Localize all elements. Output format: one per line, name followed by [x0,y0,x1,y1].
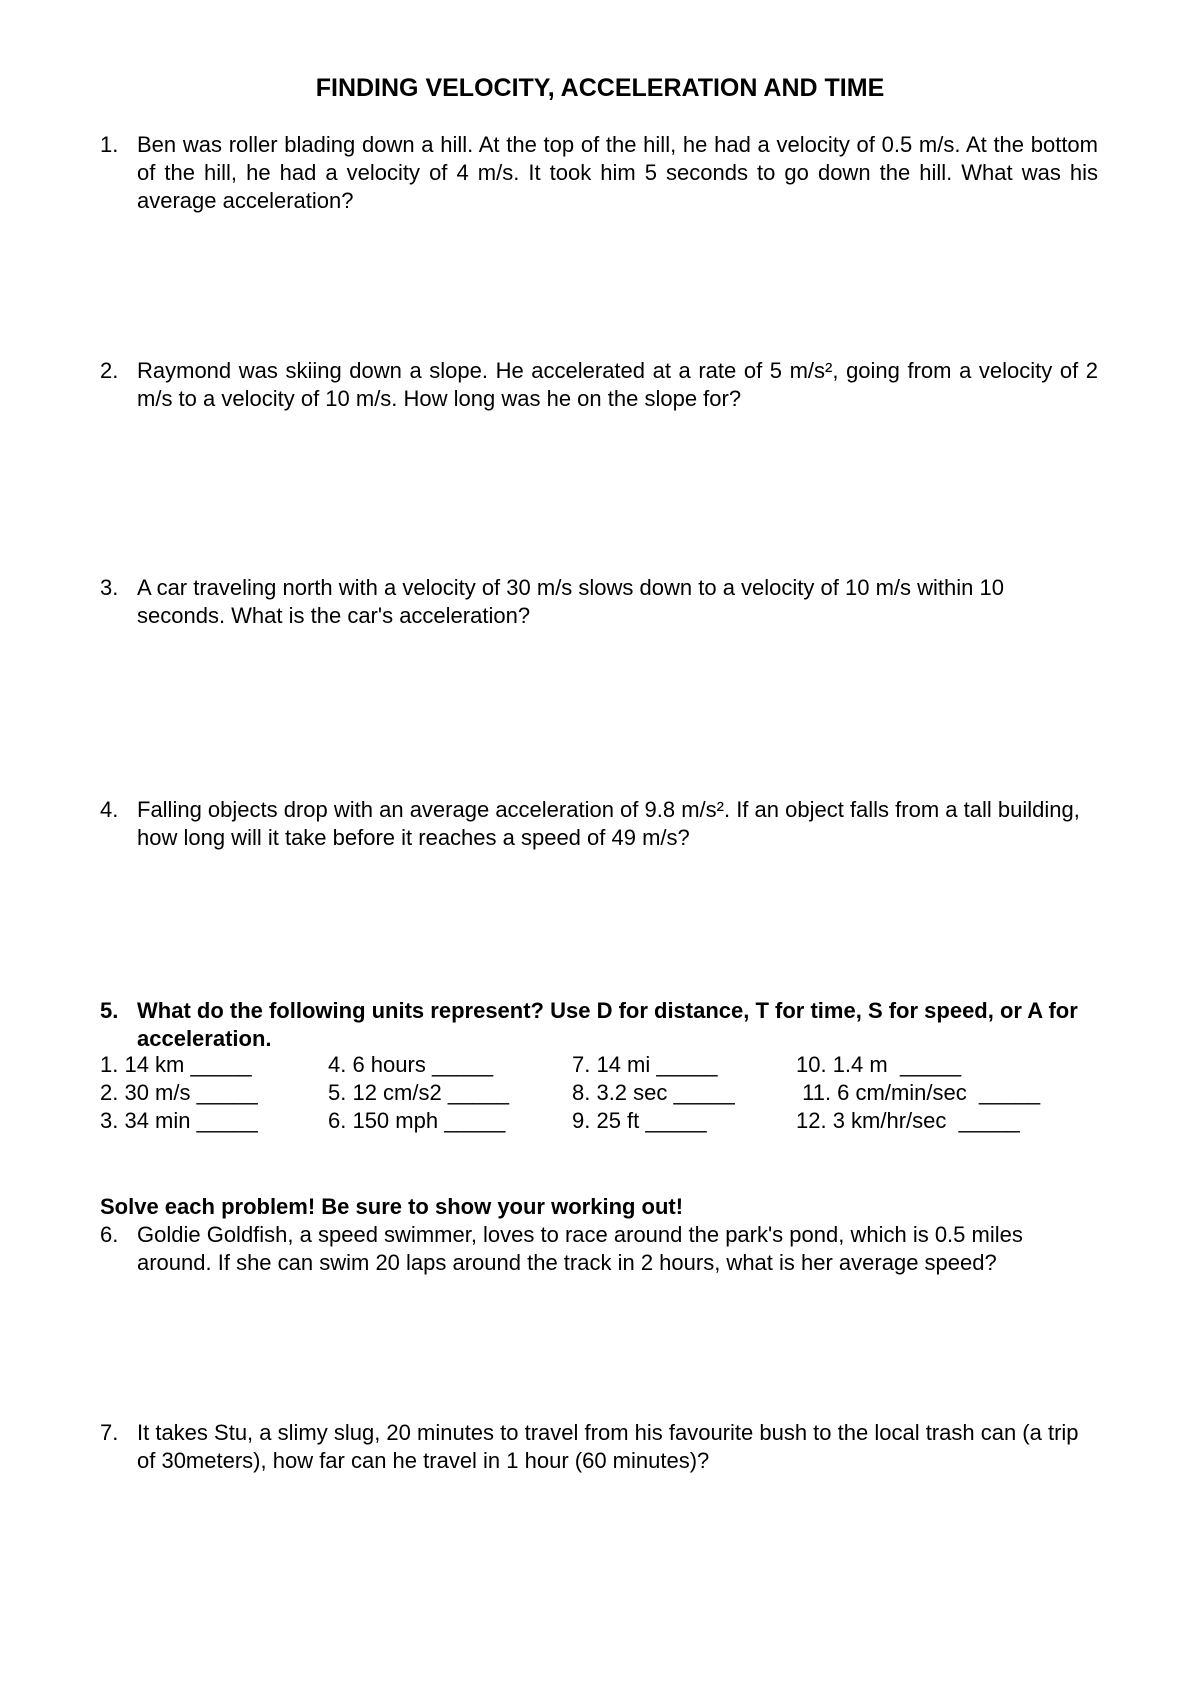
page-title: FINDING VELOCITY, ACCELERATION AND TIME [315,74,885,102]
unit-item: 8. 3.2 sec _____ [572,1080,735,1105]
question-number: 3. [100,575,119,600]
question-5 [100,997,1098,1053]
question-number: 5. [100,998,119,1023]
question-text: Raymond was skiing down a slope. He accelerated at a rate of 5 m/s², going from a velocity of 2 m/s to a velocity of 10 m/s. How long was he on the slope for? [137,358,1098,411]
unit-item: 9. 25 ft _____ [572,1108,707,1133]
unit-item: 10. 1.4 m _____ [796,1052,962,1077]
question-text: Goldie Goldfish, a speed swimmer, loves to race around the park's pond, which is 0.5 miles around. If she can swim 20 laps around the track in 2 hours, what is her average speed? [137,1222,1023,1275]
unit-item: 6. 150 mph _____ [328,1108,506,1133]
units-row [100,1107,1100,1135]
question-7 [100,1419,1098,1475]
units-row [100,1079,1100,1107]
unit-item: 4. 6 hours _____ [328,1052,494,1077]
unit-item: 3. 34 min _____ [100,1108,258,1133]
unit-item: 11. 6 cm/min/sec _____ [796,1080,1041,1105]
unit-item: 5. 12 cm/s2 _____ [328,1080,510,1105]
question-number: 7. [100,1420,119,1445]
question-number: 4. [100,797,119,822]
question-number: 6. [100,1222,119,1247]
units-grid [100,1051,1100,1135]
question-number: 1. [100,132,119,157]
question-3 [100,574,1098,630]
question-number: 2. [100,358,119,383]
question-2 [100,357,1098,413]
question-text: It takes Stu, a slimy slug, 20 minutes to travel from his favourite bush to the local trash can (a trip of 30meters), how far can he travel in 1 hour (60 minutes)? [137,1420,1079,1473]
question-1 [100,131,1098,215]
question-text: Ben was roller blading down a hill. At the top of the hill, he had a velocity of 0.5 m/s. At the bottom of the hill, he had a velocity of 4 m/s. It took him 5 seconds to go down the hill. What was his average acceleration? [137,132,1098,213]
question-text: What do the following units represent? Use D for distance, T for time, S for speed, or A for acceleration. [137,998,1078,1051]
instruction-heading: Solve each problem! Be sure to show your working out! [100,1194,684,1219]
question-4 [100,796,1098,852]
unit-item: 1. 14 km _____ [100,1052,252,1077]
unit-item: 12. 3 km/hr/sec _____ [796,1108,1020,1133]
question-text: A car traveling north with a velocity of 30 m/s slows down to a velocity of 10 m/s within 10 seconds. What is the car's acceleration? [137,575,1004,628]
question-6 [100,1221,1098,1277]
unit-item: 2. 30 m/s _____ [100,1080,258,1105]
question-text: Falling objects drop with an average acceleration of 9.8 m/s². If an object falls from a tall building, how long will it take before it reaches a speed of 49 m/s? [137,797,1080,850]
units-row [100,1051,1100,1079]
unit-item: 7. 14 mi _____ [572,1052,718,1077]
